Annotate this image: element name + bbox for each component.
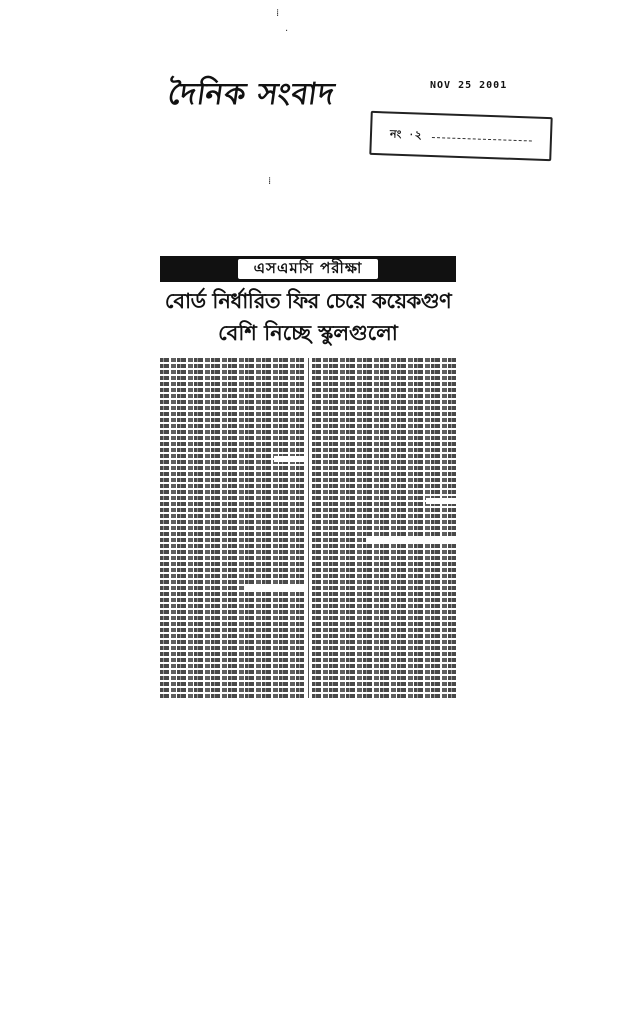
date-stamp: NOV 25 2001 [430, 80, 508, 91]
news-clipping [160, 256, 456, 698]
scan-speck: ⁞ [276, 8, 280, 19]
article-column-right [312, 358, 456, 698]
newspaper-masthead: দৈনিক সংবাদ [165, 77, 338, 112]
section-label: এসএমসি পরীক্ষা [238, 259, 379, 279]
section-banner [160, 256, 456, 282]
headline-line-1: বোর্ড নির্ধারিত ফির চেয়ে কয়েকগুণ [164, 289, 452, 313]
article-body [160, 358, 456, 698]
headline [160, 286, 456, 348]
article-column-left [160, 358, 304, 698]
reference-prefix: নং ·২ [389, 127, 422, 142]
scan-speck: ⁞ [268, 176, 272, 187]
column-divider [308, 358, 309, 698]
reference-dash-line [432, 137, 532, 141]
reference-stamp-box [369, 111, 552, 161]
scan-speck: · [285, 26, 289, 37]
headline-line-2: বেশি নিচ্ছে স্কুলগুলো [218, 321, 398, 345]
